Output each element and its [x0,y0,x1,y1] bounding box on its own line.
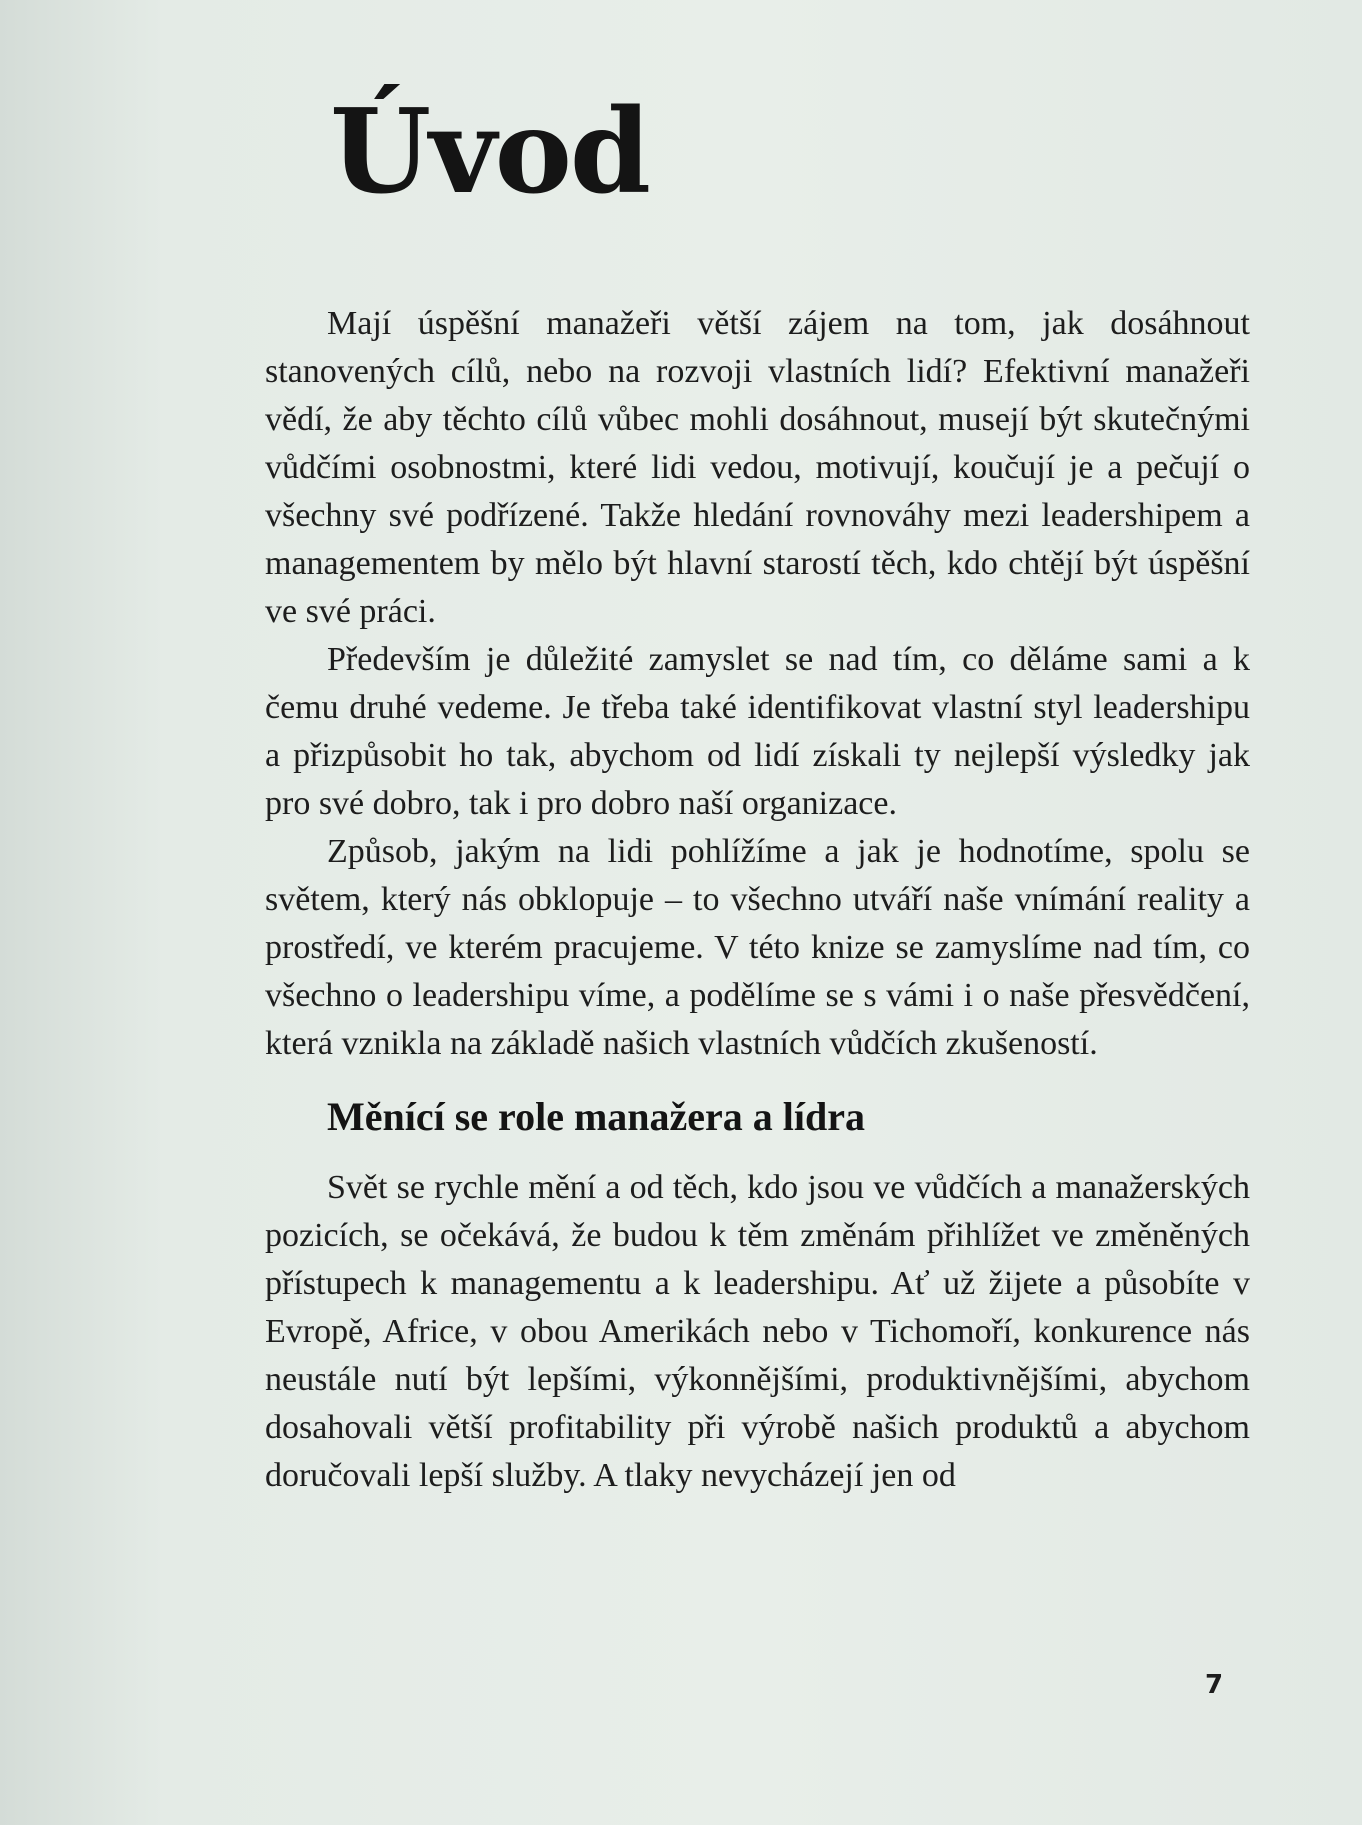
page-number: 7 [1205,1670,1224,1700]
page-body [265,300,1250,1500]
section-heading: Měnící se role manažera a lídra [327,1094,866,1139]
section-paragraph: Svět se rychle mění a od těch, kdo jsou ve vůdčích a manažerských pozicích, se očekává, že budou k těm změnám přihlížet ve změněných přístupech k managementu a k leadershipu. Ať už žijete a působíte v Evropě, Africe, v obou Amerikách nebo v Tichomoří, konkurence nás neustále nutí být lepšími, výkonnějšími, produktivnějšími, abychom dosahovali větší profitability při výrobě našich produktů a abychom doručovali lepší služby. A tlaky nevycházejí jen od [265,1169,1250,1494]
paragraph-1: Mají úspěšní manažeři větší zájem na tom, jak dosáhnout stanovených cílů, nebo na rozvoji vlastních lidí? Efektivní manažeři vědí, že aby těchto cílů vůbec mohli dosáhnout, musejí být skutečnými vůdčími osobnostmi, které lidi vedou, motivují, koučují je a pečují o všechny své podřízené. Takže hledání rovnováhy mezi leadershipem a managementem by mělo být hlavní starostí těch, kdo chtějí být úspěšní ve své práci. [265,305,1250,630]
paragraph-3: Způsob, jakým na lidi pohlížíme a jak je hodnotíme, spolu se světem, který nás obklopuje – to všechno utváří naše vnímání reality a prostředí, ve kterém pracujeme. V této knize se zamyslíme nad tím, co všechno o leadershipu víme, a podělíme se s vámi i o naše přesvědčení, která vznikla na základě našich vlastních vůdčích zkušeností. [265,833,1250,1062]
chapter-title: Úvod [330,84,650,220]
paragraph-2: Především je důležité zamyslet se nad tím, co děláme sami a k čemu druhé vedeme. Je třeba také identifikovat vlastní styl leadershipu a přizpůsobit ho tak, abychom od lidí získali ty nejlepší výsledky jak pro své dobro, tak i pro dobro naší organizace. [265,641,1250,822]
